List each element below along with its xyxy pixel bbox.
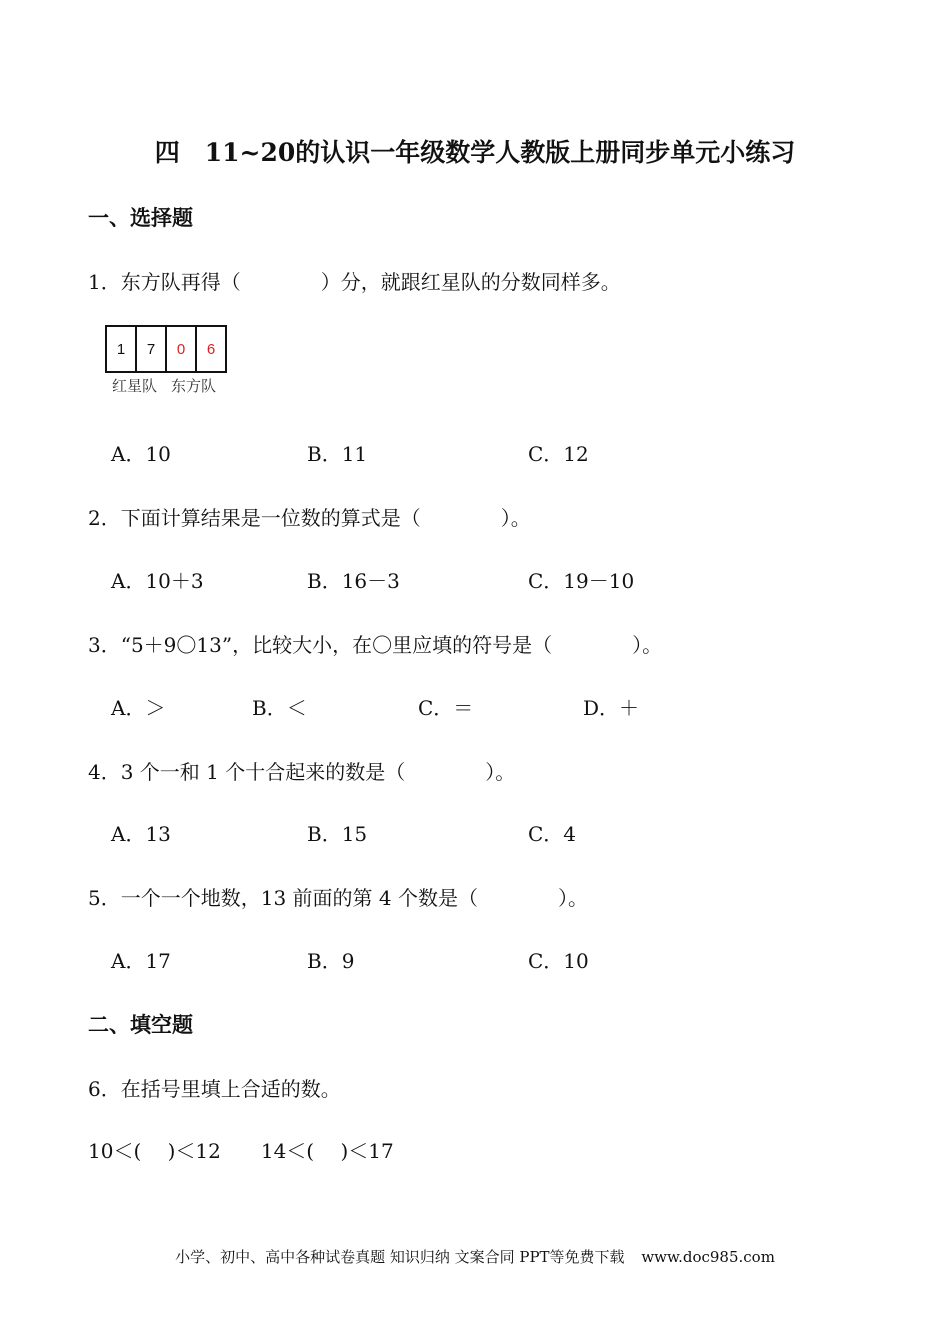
question-4-option-b: B．15: [307, 822, 368, 846]
scoreboard: [105, 325, 227, 373]
question-1-option-a: A．10: [111, 442, 171, 466]
question-2-option-a: A．10＋3: [111, 569, 204, 593]
question-3-option-d: D．＋: [583, 696, 640, 720]
footer-text: 小学、初中、高中各种试卷真题 知识归纳 文案合同 PPT等免费下载: [175, 1248, 625, 1266]
question-4-option-a: A．13: [111, 822, 171, 846]
question-6-text: 6．在括号里填上合适的数。: [88, 1077, 341, 1101]
scoreboard-digit: 0: [165, 327, 195, 371]
question-1-option-b: B．11: [307, 442, 368, 466]
scoreboard-digit: 7: [135, 327, 165, 371]
scoreboard-digit: 6: [195, 327, 225, 371]
section-heading-fill-blank: 二、填空题: [88, 1012, 193, 1037]
question-3-option-b: B．＜: [252, 696, 307, 720]
footer-link[interactable]: www.doc985.com: [641, 1248, 775, 1266]
question-5-option-b: B．9: [307, 949, 355, 973]
section-heading-choice: 一、选择题: [88, 205, 193, 230]
page-title: 四 11~20的认识一年级数学人教版上册同步单元小练习: [154, 138, 796, 167]
question-3-option-c: C．＝: [418, 696, 474, 720]
scoreboard-label-red-team: 红星队: [112, 378, 158, 395]
question-1-text: 1．东方队再得（ ）分，就跟红星队的分数同样多。: [88, 270, 621, 294]
question-5-option-a: A．17: [111, 949, 171, 973]
question-3-option-a: A．＞: [111, 696, 166, 720]
question-2-option-b: B．16－3: [307, 569, 400, 593]
question-5-option-c: C．10: [528, 949, 589, 973]
question-3-text: 3．“5＋9〇13”，比较大小，在〇里应填的符号是（ ）。: [88, 633, 663, 657]
question-2-text: 2．下面计算结果是一位数的算式是（ ）。: [88, 506, 531, 530]
question-2-option-c: C．19－10: [528, 569, 635, 593]
question-4-option-c: C．4: [528, 822, 577, 846]
question-6-blanks: 10＜( )＜12 14＜( )＜17: [88, 1139, 394, 1163]
page-footer: [0, 1246, 950, 1267]
question-4-text: 4．3 个一和 1 个十合起来的数是（ ）。: [88, 760, 516, 784]
scoreboard-label-east-team: 东方队: [171, 378, 217, 395]
question-5-text: 5．一个一个地数，13 前面的第 4 个数是（ ）。: [88, 886, 588, 910]
question-1-option-c: C．12: [528, 442, 589, 466]
scoreboard-digit: 1: [116, 340, 126, 358]
